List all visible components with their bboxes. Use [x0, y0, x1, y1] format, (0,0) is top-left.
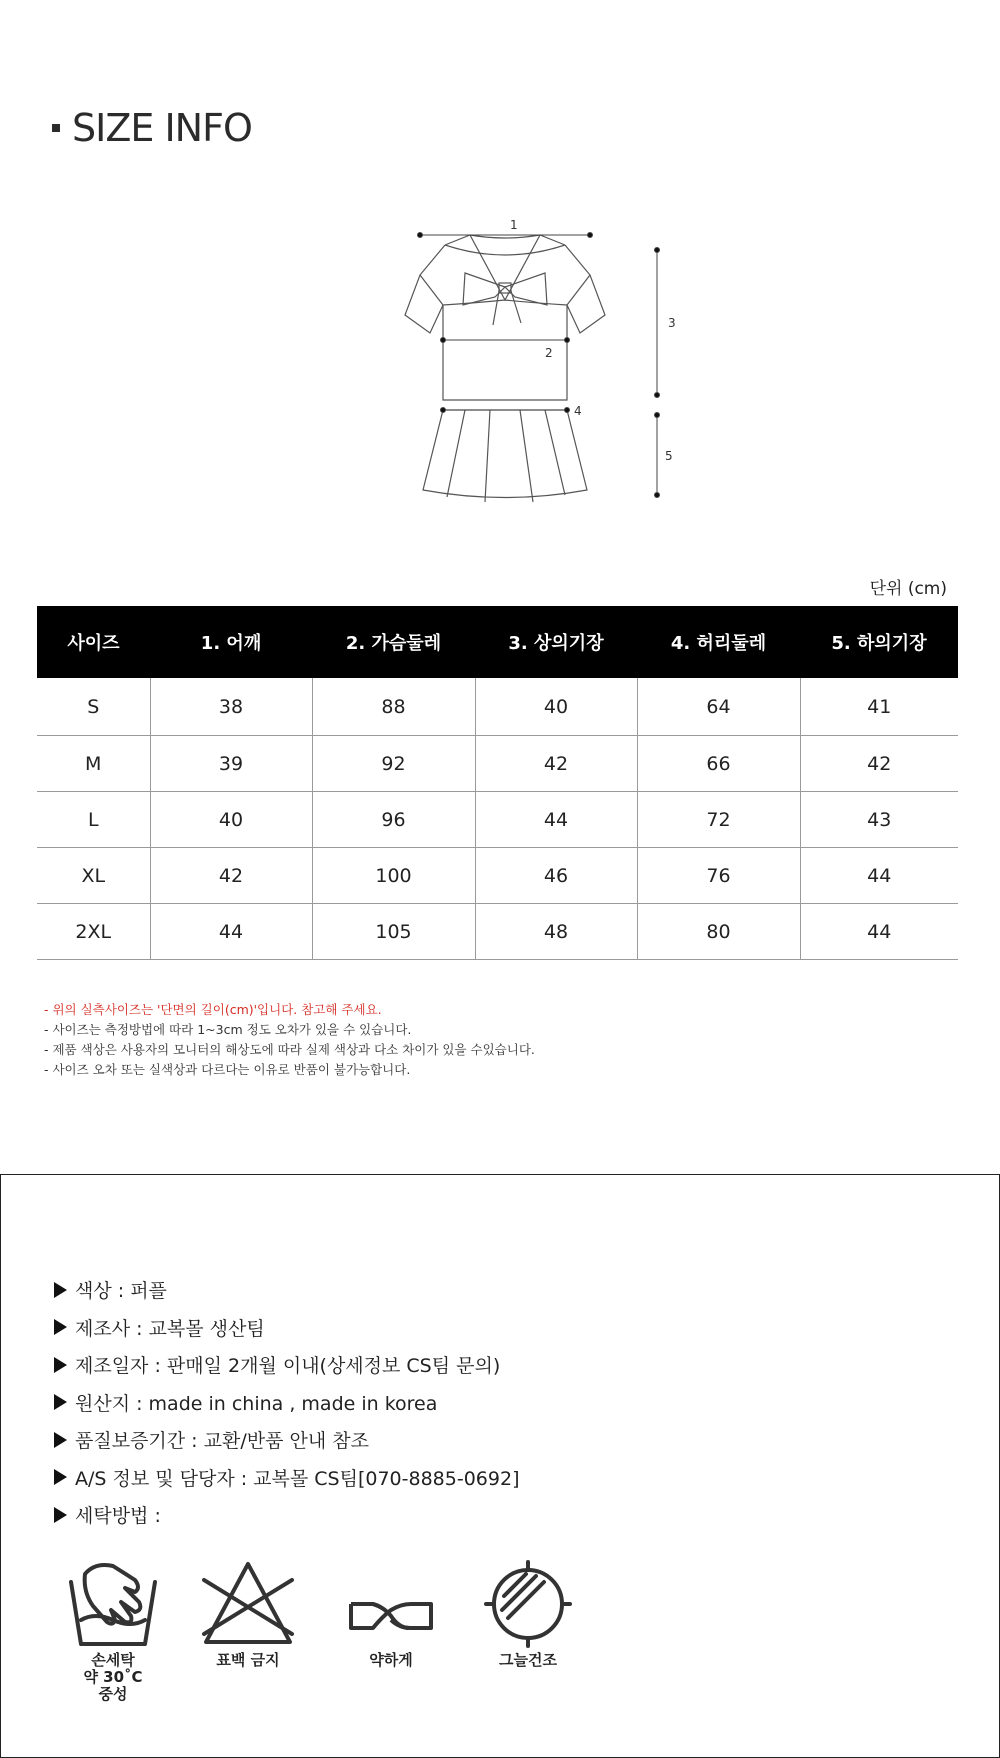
care-label-line: 손세탁	[91, 1651, 135, 1669]
unit-label: 단위 (cm)	[869, 579, 947, 599]
triangle-bullet-icon	[54, 1507, 67, 1523]
info-row	[54, 1309, 519, 1347]
cell-shoulder: 38	[150, 678, 312, 736]
cell-bottom-length: 44	[800, 904, 958, 960]
info-manufacture-date: 제조일자 : 판매일 2개월 이내(상세정보 CS팀 문의)	[75, 1355, 501, 1378]
product-info-box	[0, 1174, 1000, 1758]
cell-chest: 105	[312, 904, 475, 960]
cell-waist: 66	[637, 736, 800, 792]
measurement-diagram	[395, 205, 695, 525]
note-line: - 사이즈 오차 또는 실색상과 다르다는 이유로 반품이 불가능합니다.	[44, 1062, 411, 1077]
cell-chest: 96	[312, 792, 475, 848]
care-hand-wash	[58, 1558, 168, 1703]
cell-waist: 76	[637, 848, 800, 904]
size-notes	[44, 1000, 535, 1080]
note-line: - 사이즈는 측정방법에 따라 1~3cm 정도 오차가 있을 수 있습니다.	[44, 1022, 412, 1037]
triangle-bullet-icon	[54, 1394, 67, 1410]
care-label: 그늘건조	[499, 1651, 557, 1669]
diagram-label-5: 5	[665, 449, 673, 463]
care-label: 표백 금지	[216, 1651, 280, 1669]
header-chest: 2. 가슴둘레	[312, 606, 475, 678]
info-row	[54, 1459, 519, 1497]
care-gentle	[336, 1558, 446, 1669]
info-wash-method: 세탁방법 :	[75, 1505, 161, 1528]
section-title-text: SIZE INFO	[72, 106, 252, 150]
gentle-wring-icon	[343, 1558, 439, 1648]
cell-top-length: 48	[475, 904, 637, 960]
info-row	[54, 1421, 519, 1459]
table-row	[37, 904, 958, 960]
cell-shoulder: 40	[150, 792, 312, 848]
diagram-label-2: 2	[545, 346, 553, 360]
cell-top-length: 44	[475, 792, 637, 848]
section-title	[52, 106, 252, 150]
info-color: 색상 : 퍼플	[75, 1280, 167, 1303]
table-row	[37, 848, 958, 904]
diagram-label-4: 4	[574, 404, 582, 418]
cell-chest: 100	[312, 848, 475, 904]
cell-top-length: 42	[475, 736, 637, 792]
info-warranty: 품질보증기간 : 교환/반품 안내 참조	[75, 1430, 369, 1453]
care-label-line: 중성	[98, 1685, 128, 1703]
cell-chest: 88	[312, 678, 475, 736]
info-row	[54, 1346, 519, 1384]
info-row	[54, 1384, 519, 1422]
triangle-bullet-icon	[54, 1469, 67, 1485]
cell-bottom-length: 41	[800, 678, 958, 736]
cell-size: M	[37, 736, 150, 792]
cell-bottom-length: 43	[800, 792, 958, 848]
table-row	[37, 678, 958, 736]
shade-dry-icon	[480, 1558, 576, 1648]
blouse-outline	[405, 245, 605, 400]
cell-bottom-length: 44	[800, 848, 958, 904]
diagram-label-3: 3	[668, 316, 676, 330]
header-top-length: 3. 상의기장	[475, 606, 637, 678]
diagram-label-1: 1	[510, 218, 518, 232]
info-as-contact: A/S 정보 및 담당자 : 교복몰 CS팀[070-8885-0692]	[75, 1467, 520, 1490]
info-manufacturer: 제조사 : 교복몰 생산팀	[75, 1317, 265, 1340]
cell-chest: 92	[312, 736, 475, 792]
info-row	[54, 1271, 519, 1309]
table-row	[37, 792, 958, 848]
cell-waist: 64	[637, 678, 800, 736]
cell-waist: 72	[637, 792, 800, 848]
cell-top-length: 40	[475, 678, 637, 736]
header-shoulder: 1. 어깨	[150, 606, 312, 678]
triangle-bullet-icon	[54, 1357, 67, 1373]
care-no-bleach	[193, 1558, 303, 1669]
cell-size: XL	[37, 848, 150, 904]
bullet-square	[52, 124, 60, 132]
info-origin: 원산지 : made in china , made in korea	[75, 1392, 438, 1415]
care-label-line: 약 30˚C	[83, 1668, 143, 1686]
cell-top-length: 46	[475, 848, 637, 904]
cell-size: S	[37, 678, 150, 736]
hand-wash-icon	[65, 1558, 161, 1648]
cell-shoulder: 44	[150, 904, 312, 960]
no-bleach-icon	[198, 1558, 298, 1648]
care-label	[58, 1652, 168, 1703]
cell-size: L	[37, 792, 150, 848]
header-size: 사이즈	[37, 606, 150, 678]
care-shade-dry	[473, 1558, 583, 1669]
product-info-list	[54, 1271, 519, 1534]
cell-shoulder: 39	[150, 736, 312, 792]
size-table	[37, 606, 958, 960]
cell-size: 2XL	[37, 904, 150, 960]
info-row	[54, 1496, 519, 1534]
cell-bottom-length: 42	[800, 736, 958, 792]
table-row	[37, 736, 958, 792]
cell-shoulder: 42	[150, 848, 312, 904]
header-bottom-length: 5. 하의기장	[800, 606, 958, 678]
cell-waist: 80	[637, 904, 800, 960]
size-table-header	[37, 606, 958, 678]
triangle-bullet-icon	[54, 1319, 67, 1335]
care-label: 약하게	[369, 1651, 413, 1669]
note-line: - 위의 실측사이즈는 '단면의 길이(cm)'입니다. 참고해 주세요.	[44, 1002, 382, 1017]
triangle-bullet-icon	[54, 1432, 67, 1448]
header-waist: 4. 허리둘레	[637, 606, 800, 678]
triangle-bullet-icon	[54, 1282, 67, 1298]
note-line: - 제품 색상은 사용자의 모니터의 해상도에 따라 실제 색상과 다소 차이가 있을 수있습니다.	[44, 1042, 535, 1057]
